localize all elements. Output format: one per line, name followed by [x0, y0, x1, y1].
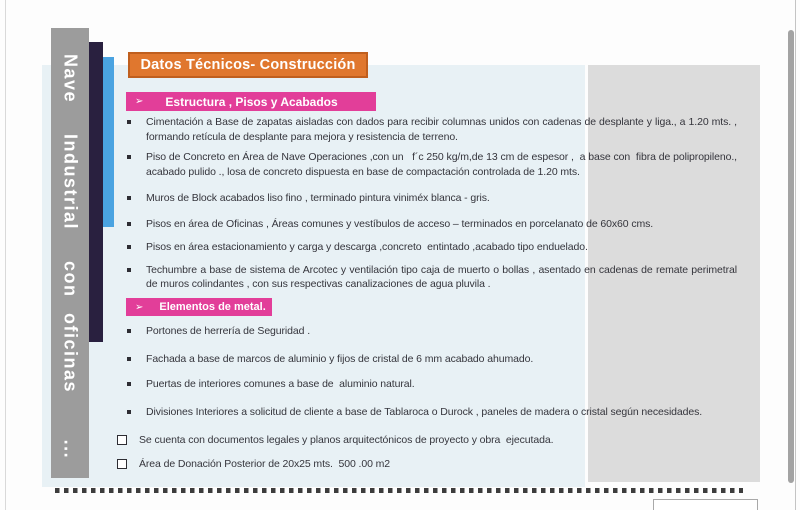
arrow-icon: ➢	[135, 96, 144, 107]
list-item-text: Piso de Concreto en Área de Nave Operaciones ,con un f´c 250 kg/m,de 13 cm de espesor , a base con fibra de polipropileno., acabado pulido ., losa de concreto dispuesta en base de compactación controlada de 1.20 mts.	[146, 151, 737, 178]
section-header-label: Estructura , Pisos y Acabados	[165, 94, 338, 109]
bullet-icon	[127, 410, 131, 414]
list-item	[126, 150, 737, 179]
list-item-text: Cimentación a Base de zapatas aisladas con dados para recibir columnas unidos con cadenas de desplante y liga., a 1.20 mts. , formando retícula de desplante para mejora y resistencia de terreno.	[146, 116, 737, 143]
list-item-text: Pisos en área estacionamiento y carga y descarga ,concreto entintado ,acabado tipo enduelado.	[146, 241, 588, 253]
list-item-text: Techumbre a base de sistema de Arcotec y ventilación tipo caja de muerto o bollas , asentado en cadenas de remate perimetral de muros colindantes , con sus respectivas canalizaciones de agua pluvila .	[146, 263, 737, 290]
list-item-text: Puertas de interiores comunes a base de aluminio natural.	[146, 378, 415, 390]
bullet-icon	[127, 120, 131, 124]
window-left-border	[5, 0, 6, 510]
list-item-text: Portones de herrería de Seguridad .	[146, 325, 311, 337]
list-item	[126, 324, 737, 339]
list-item-text: Fachada a base de marcos de aluminio y fijos de cristal de 6 mm acabado ahumado.	[146, 352, 534, 365]
scrollbar-thumb[interactable]	[788, 30, 794, 483]
bullet-icon	[127, 268, 131, 272]
list-item-text: Se cuenta con documentos legales y planos arquitectónicos de proyecto y obra ejecutada.	[139, 434, 554, 446]
list-item	[126, 377, 737, 392]
checkbox-icon	[117, 435, 127, 445]
accent-bar-navy	[89, 42, 103, 342]
list-item	[126, 115, 737, 144]
list-item	[117, 433, 737, 448]
list-item	[117, 457, 737, 472]
next-slide-placeholder	[653, 499, 758, 510]
list-item-text: Pisos en área de Oficinas , Áreas comunes y vestíbulos de acceso – terminados en porcelanato de 60x60 cms.	[146, 217, 654, 230]
window-right-border	[795, 0, 796, 510]
list-item-text: Área de Donación Posterior de 20x25 mts. 500 .00 m2	[139, 457, 391, 470]
list-item	[126, 240, 737, 255]
bullet-icon	[127, 222, 131, 226]
checkbox-icon	[117, 459, 127, 469]
list-item	[126, 405, 737, 420]
dotted-divider	[55, 488, 743, 493]
sidebar-vertical-title: Nave Industrial con oficinas ...	[60, 54, 81, 460]
bullet-icon	[127, 196, 131, 200]
section-header-estructura	[126, 92, 376, 111]
list-item-text: Divisiones Interiores a solicitud de cliente a base de Tablaroca o Durock , paneles de madera o cristal según necesidades.	[146, 405, 703, 418]
list-item	[126, 263, 737, 292]
bullet-icon	[127, 155, 131, 159]
slide-title: Datos Técnicos- Construcción	[128, 52, 368, 78]
checklist	[117, 433, 737, 471]
bullet-list-estructura	[126, 115, 737, 292]
section-header-label: Elementos de metal.	[159, 301, 266, 313]
bullet-icon	[127, 245, 131, 249]
list-item	[126, 217, 737, 232]
bullet-icon	[127, 357, 131, 361]
accent-bar-blue	[103, 57, 114, 227]
bullet-icon	[127, 382, 131, 386]
section-header-metal	[126, 298, 272, 316]
list-item	[126, 352, 737, 367]
list-item	[126, 191, 737, 206]
sidebar-vertical-banner	[51, 28, 89, 478]
bullet-list-metal	[126, 324, 737, 419]
bullet-icon	[127, 329, 131, 333]
arrow-icon: ➢	[135, 301, 144, 313]
list-item-text: Muros de Block acabados liso fino , terminado pintura viniméx blanca - gris.	[146, 192, 490, 204]
